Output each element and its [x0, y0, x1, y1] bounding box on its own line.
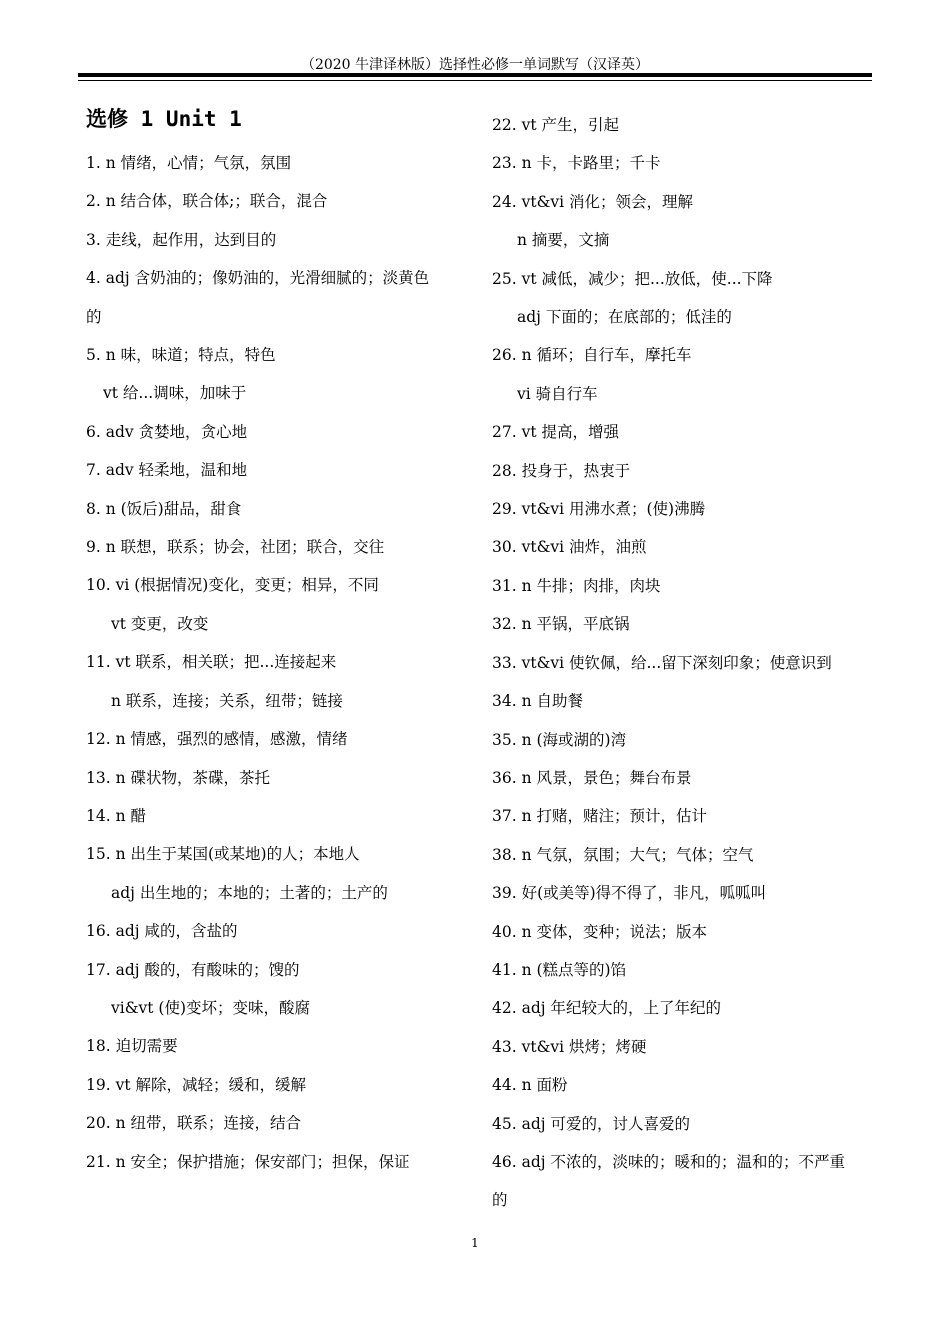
- vocab-line: 16. adj 咸的，含盐的: [86, 922, 238, 941]
- vocab-line: 14. n 醋: [86, 806, 146, 825]
- vocab-line: 9. n 联想，联系；协会，社团；联合，交往: [86, 538, 385, 557]
- vocab-line: 的: [492, 1191, 508, 1210]
- left-vocab-list: [86, 144, 458, 1181]
- vocab-line: 13. n 碟状物，茶碟，茶托: [86, 768, 270, 787]
- vocab-line: 2. n 结合体，联合体;；联合，混合: [86, 192, 328, 211]
- unit-title: 选修 1 Unit 1: [86, 107, 242, 131]
- vocab-line: 22. vt 产生，引起: [492, 116, 619, 134]
- vocab-line: 33. vt&vi 使钦佩，给...留下深刻印象；使意识到: [492, 653, 832, 672]
- vocab-line: 20. n 纽带，联系；连接，结合: [86, 1114, 301, 1133]
- vocab-line: 24. vt&vi 消化；领会，理解: [492, 192, 694, 211]
- vocab-line: 10. vi (根据情况)变化，变更；相异，不同: [86, 576, 379, 595]
- vocab-line: 36. n 风景，景色；舞台布景: [492, 768, 692, 787]
- vocab-line: n 摘要，文摘: [517, 231, 610, 250]
- vocab-line: 21. n 安全；保护措施；保安部门；担保，保证: [86, 1152, 410, 1171]
- vocab-line: 35. n (海或湖的)湾: [492, 730, 627, 749]
- right-column: [492, 106, 874, 1220]
- vocab-line: 5. n 味，味道；特点，特色: [86, 346, 276, 365]
- vocab-line: 42. adj 年纪较大的，上了年纪的: [492, 999, 721, 1018]
- vocab-line: 19. vt 解除，减轻；缓和，缓解: [86, 1075, 306, 1094]
- left-column: [86, 100, 458, 1181]
- vocab-line: vi 骑自行车: [517, 384, 598, 403]
- page-header: （2020 牛津译林版）选择性必修一单词默写（汉译英）: [300, 57, 650, 73]
- vocab-line: 28. 投身于，热衷于: [492, 461, 631, 480]
- vocab-line: 12. n 情感，强烈的感情，感激，情绪: [86, 730, 348, 749]
- vocab-line: 44. n 面粉: [492, 1076, 568, 1095]
- vocab-line: 的: [86, 307, 102, 326]
- vocab-line: adj 出生地的；本地的；土著的；土产的: [111, 883, 388, 902]
- vocab-line: 23. n 卡，卡路里；千卡: [492, 154, 661, 173]
- vocab-line: 32. n 平锅，平底锅: [492, 615, 630, 634]
- vocab-line: 31. n 牛排；肉排，肉块: [492, 576, 661, 595]
- vocab-line: adj 下面的；在底部的；低洼的: [517, 308, 732, 327]
- vocab-line: 25. vt 减低，减少；把...放低，使...下降: [492, 269, 773, 288]
- vocab-line: 18. 迫切需要: [86, 1037, 178, 1056]
- header-rule-thick: [78, 73, 872, 77]
- vocab-line: vt 变更，改变: [111, 614, 209, 633]
- vocab-line: 43. vt&vi 烘烤；烤硬: [492, 1037, 647, 1056]
- vocab-line: vi&vt (使)变坏；变味，酸腐: [111, 998, 311, 1017]
- vocab-line: 8. n (饭后)甜品，甜食: [86, 499, 242, 518]
- vocab-line: vt 给...调味，加味于: [103, 384, 247, 403]
- vocab-line: 37. n 打赌，赌注；预计，估计: [492, 807, 707, 826]
- vocab-line: 3. 走线，起作用，达到目的: [86, 230, 277, 249]
- vocab-line: 30. vt&vi 油炸，油煎: [492, 538, 647, 557]
- vocab-line: 34. n 自助餐: [492, 692, 583, 711]
- vocab-line: 6. adv 贪婪地，贪心地: [86, 422, 248, 441]
- vocab-line: 29. vt&vi 用沸水煮；(使)沸腾: [492, 500, 706, 519]
- vocab-line: 26. n 循环；自行车，摩托车: [492, 346, 692, 365]
- vocab-line: 41. n (糕点等的)馅: [492, 960, 627, 979]
- vocab-line: 4. adj 含奶油的；像奶油的，光滑细腻的；淡黄色: [86, 269, 430, 288]
- vocab-line: 15. n 出生于某国(或某地)的人；本地人: [86, 845, 360, 864]
- page-number: 1: [471, 1236, 479, 1250]
- vocab-line: 11. vt 联系，相关联；把...连接起来: [86, 653, 337, 672]
- vocab-line: n 联系，连接；关系，纽带；链接: [111, 691, 343, 710]
- header-rule-thin: [78, 80, 872, 81]
- vocab-line: 39. 好(或美等)得不得了，非凡，呱呱叫: [492, 884, 767, 903]
- vocab-line: 40. n 变体，变种；说法；版本: [492, 922, 707, 941]
- vocab-line: 45. adj 可爱的，讨人喜爱的: [492, 1114, 690, 1133]
- right-vocab-list: [492, 106, 874, 1220]
- vocab-line: 27. vt 提高，增强: [492, 423, 619, 442]
- vocab-line: 38. n 气氛，氛围；大气；气体；空气: [492, 845, 754, 864]
- vocab-line: 1. n 情绪，心情；气氛，氛围: [86, 154, 292, 172]
- vocab-line: 7. adv 轻柔地，温和地: [86, 461, 248, 480]
- vocab-line: 17. adj 酸的，有酸味的；馊的: [86, 960, 300, 979]
- vocab-line: 46. adj 不浓的，淡味的；暖和的；温和的；不严重: [492, 1152, 845, 1171]
